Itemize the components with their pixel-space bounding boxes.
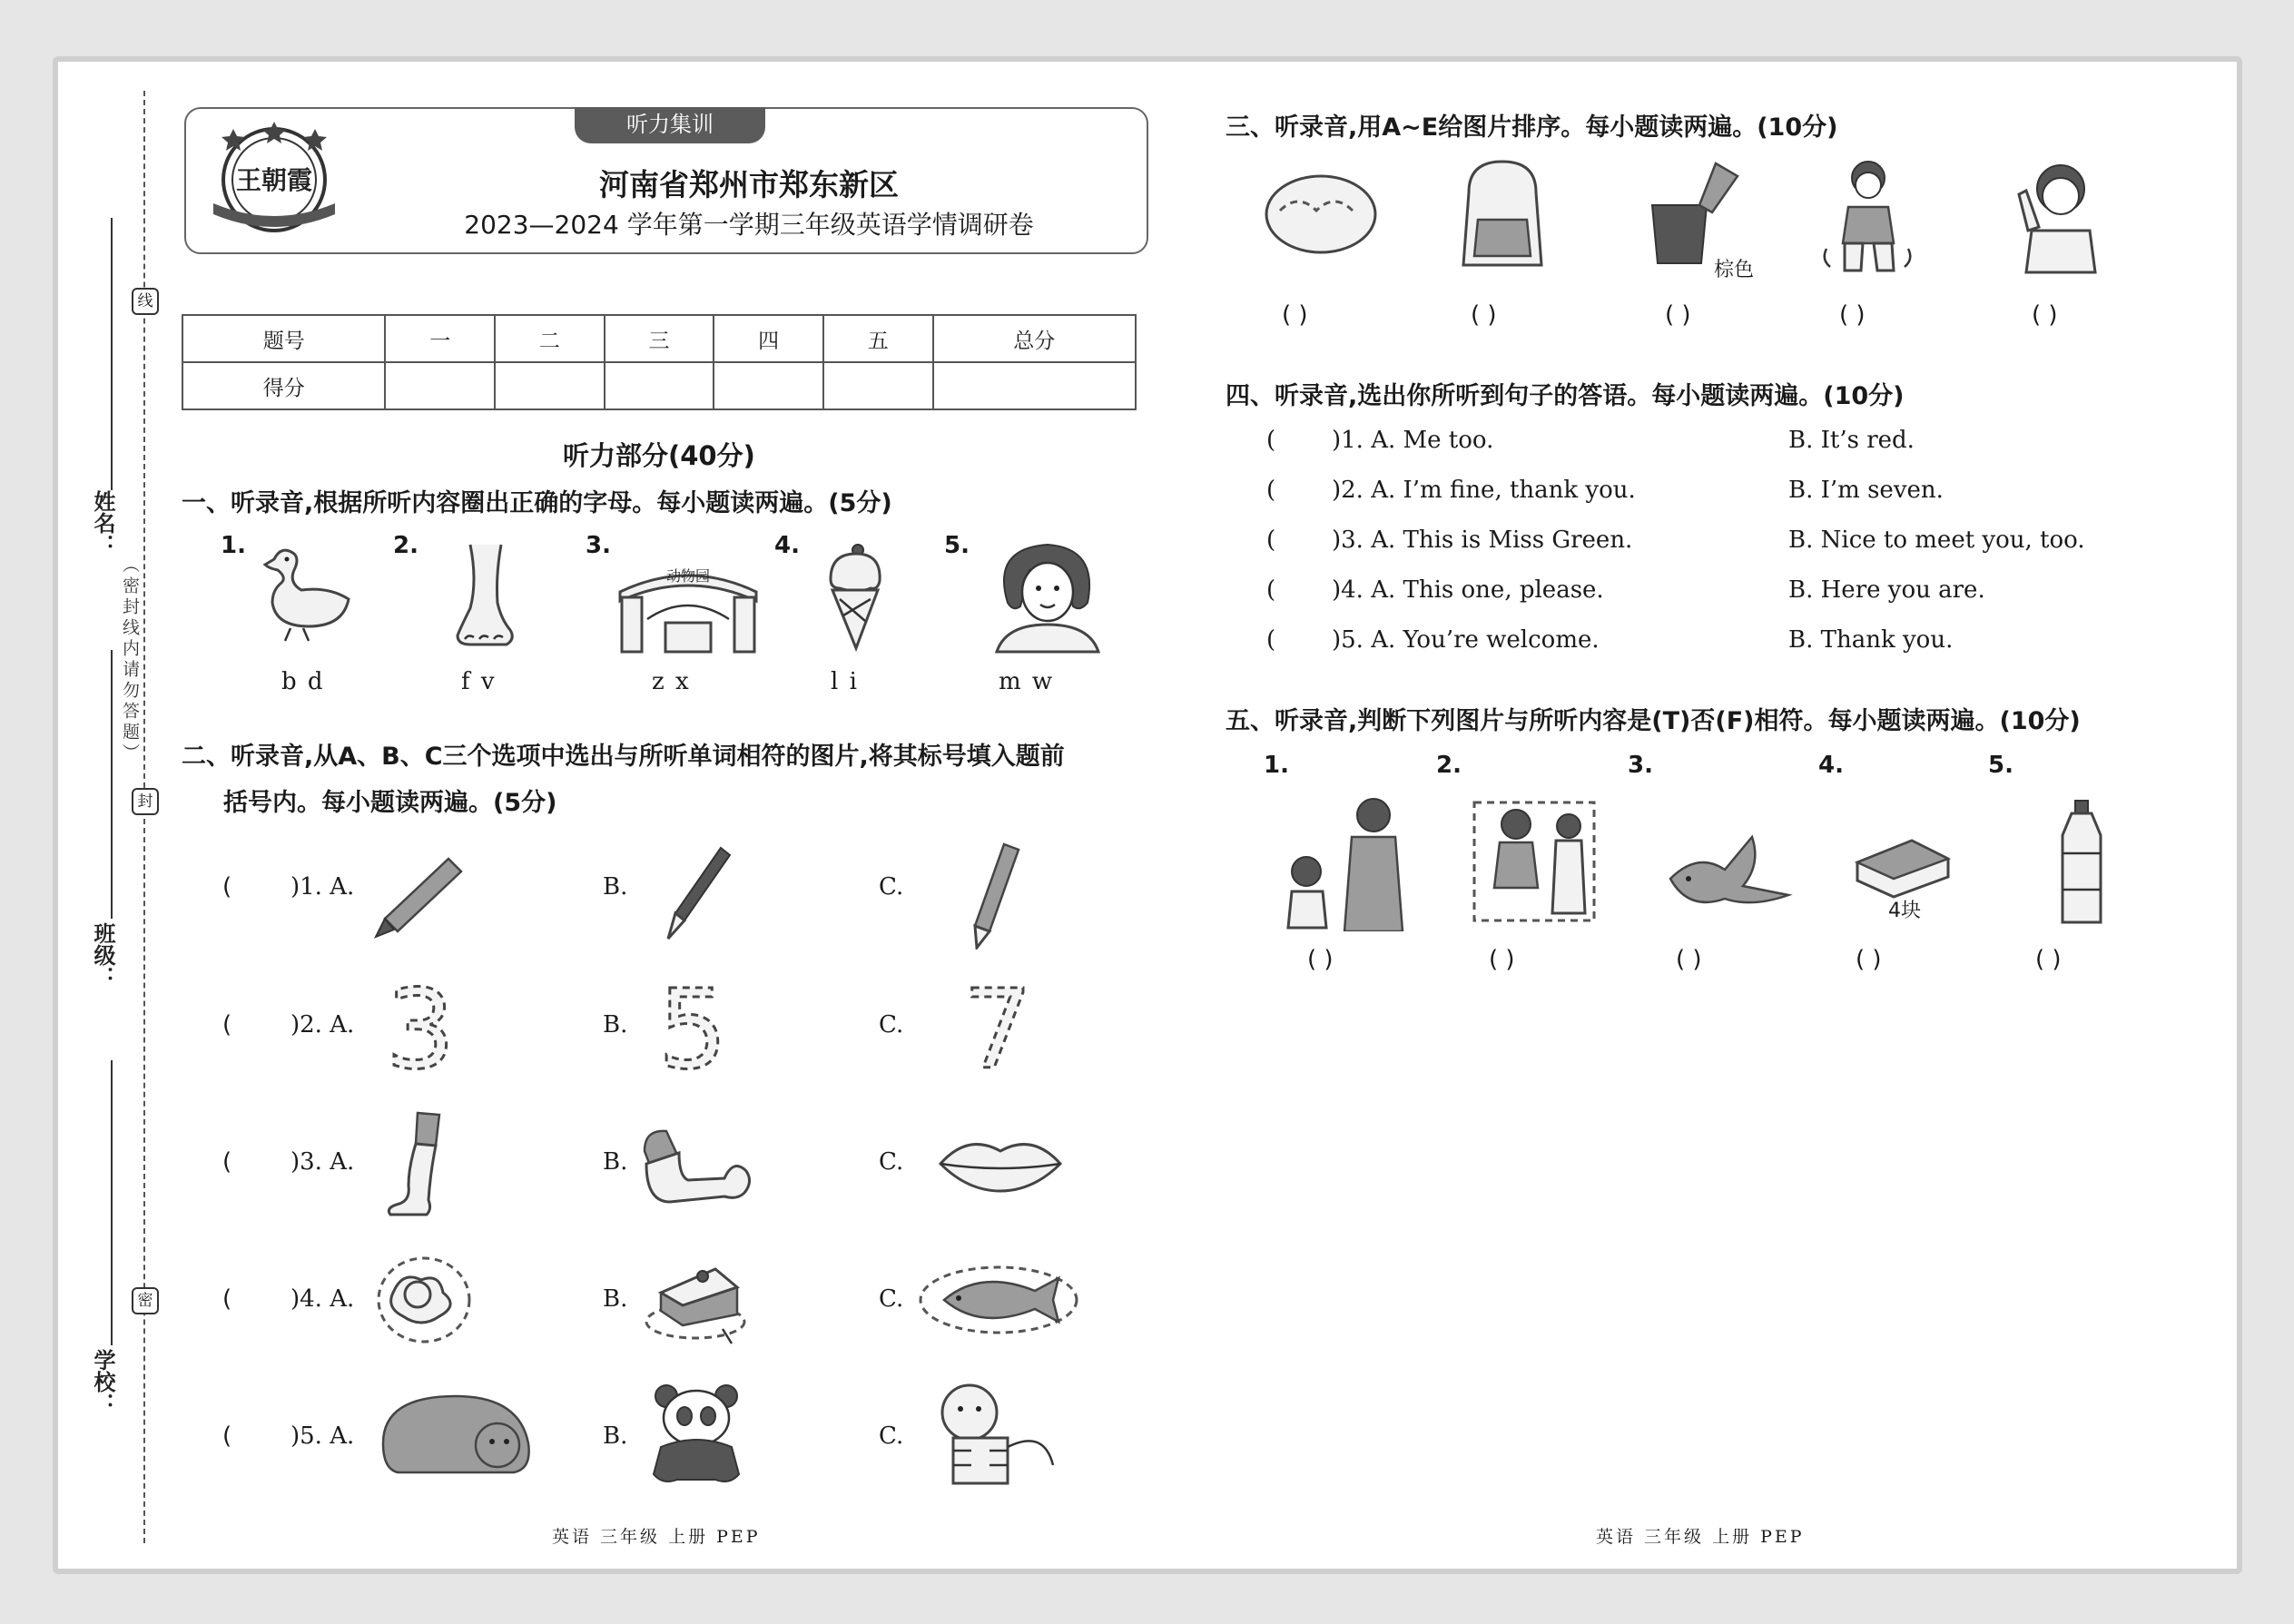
- s5-answer-blank-1[interactable]: ( ): [1307, 946, 1334, 973]
- seal-mark-mi: 密: [132, 1287, 159, 1314]
- schoolbag-icon: [1452, 156, 1552, 278]
- score-cell[interactable]: [605, 362, 714, 409]
- score-cell[interactable]: [495, 362, 605, 409]
- egg-icon: [374, 1255, 474, 1349]
- score-table-header-row: [182, 315, 1136, 362]
- s1-letters-5[interactable]: m w: [999, 668, 1055, 695]
- s2-row2-c: C.: [879, 1011, 904, 1038]
- exam-header: [184, 107, 1148, 254]
- s4-answer-blank-5[interactable]: (: [1266, 626, 1276, 654]
- score-cell[interactable]: [933, 362, 1136, 409]
- s4-option-b-4: B. Here you are.: [1788, 576, 1985, 604]
- class-field[interactable]: [111, 650, 113, 919]
- mother-icon: [988, 539, 1106, 657]
- section3-title: 三、听录音,用A~E给图片排序。每小题读两遍。(10分): [1226, 113, 1838, 142]
- s2-row3-label: )3. A.: [290, 1148, 355, 1176]
- s1-num-1: 1.: [221, 532, 246, 559]
- exam-title: 河南省郑州市郑东新区: [599, 167, 899, 202]
- eraser-price-label: 4块: [1888, 900, 1921, 922]
- s2-row4-b: B.: [603, 1285, 628, 1313]
- section1-title: 一、听录音,根据所听内容圈出正确的字母。每小题读两遍。(5分): [182, 489, 892, 517]
- s2-row1-c: C.: [879, 873, 904, 901]
- exam-subtitle: 2023—2024 学年第一学期三年级英语学情调研卷: [464, 210, 1034, 240]
- s5-answer-blank-2[interactable]: ( ): [1489, 946, 1515, 973]
- footer-right: 英语 三年级 上册 PEP: [1596, 1527, 1805, 1547]
- svg-text:王朝霞: 王朝霞: [235, 165, 313, 195]
- s1-letters-2[interactable]: f v: [461, 668, 497, 695]
- pen-icon: [652, 844, 743, 948]
- s2-answer-blank-4[interactable]: (: [222, 1285, 232, 1313]
- eraser-icon: [1852, 835, 1952, 902]
- s3-answer-blank-2[interactable]: ( ): [1471, 301, 1497, 329]
- s5-num-2: 2.: [1436, 752, 1462, 779]
- s4-option-a-5: )5. A. You’re welcome.: [1332, 626, 1600, 654]
- section2-title: 二、听录音,从A、B、C三个选项中选出与所听单词相符的图片,将其标号填入题前: [182, 743, 1065, 771]
- water-bottle-icon: [2059, 799, 2104, 930]
- zoo-label: 动物园: [665, 567, 711, 585]
- section4-title: 四、听录音,选出你所听到句子的答语。每小题读两遍。(10分): [1226, 382, 1905, 410]
- s4-option-a-4: )4. A. This one, please.: [1332, 576, 1604, 604]
- s2-row4-label: )4. A.: [290, 1285, 355, 1313]
- score-cell[interactable]: [385, 362, 495, 409]
- boy-and-man-icon: [1285, 795, 1430, 935]
- header-tag: 听力集训: [575, 107, 765, 143]
- name-field[interactable]: [111, 218, 113, 490]
- ice-cream-icon: [822, 543, 885, 655]
- cake-icon: [643, 1256, 752, 1351]
- s5-num-1: 1.: [1264, 752, 1289, 779]
- s1-letters-4[interactable]: l i: [831, 668, 859, 695]
- tiger-icon: [926, 1378, 1071, 1500]
- seal-note: （密封线内请勿答题）: [120, 556, 140, 764]
- score-table-header: 五: [823, 315, 933, 362]
- score-cell[interactable]: [714, 362, 823, 409]
- arm-icon: [637, 1124, 755, 1209]
- waving-boy-icon: [2004, 158, 2113, 280]
- score-table-header: 题号: [182, 315, 385, 362]
- s4-option-a-1: )1. A. Me too.: [1332, 427, 1494, 454]
- s4-answer-blank-4[interactable]: (: [1266, 576, 1276, 604]
- s2-answer-blank-3[interactable]: (: [222, 1148, 232, 1176]
- school-label: 学校：: [90, 1349, 115, 1414]
- s3-answer-blank-1[interactable]: ( ): [1282, 301, 1308, 329]
- paint-label: 棕色: [1714, 259, 1755, 281]
- bread-icon: [1262, 169, 1380, 263]
- number-three-icon: [379, 980, 461, 1084]
- s1-letters-3[interactable]: z x: [652, 668, 691, 695]
- publisher-logo: [206, 120, 342, 240]
- panda-icon: [646, 1380, 746, 1492]
- s1-num-2: 2.: [393, 532, 418, 559]
- s2-row4-c: C.: [879, 1285, 904, 1313]
- s2-row3-c: C.: [879, 1148, 904, 1176]
- s2-row1-label: )1. A.: [290, 873, 355, 901]
- s1-num-4: 4.: [774, 532, 800, 559]
- s4-option-b-1: B. It’s red.: [1788, 427, 1915, 454]
- number-five-icon: [652, 980, 733, 1084]
- s4-option-b-2: B. I’m seven.: [1788, 477, 1944, 504]
- fish-icon: [917, 1258, 1080, 1343]
- section2-title-cont: 括号内。每小题读两遍。(5分): [223, 789, 557, 817]
- mouth-icon: [937, 1133, 1064, 1200]
- s2-answer-blank-2[interactable]: (: [222, 1011, 232, 1038]
- number-five: 5: [657, 980, 728, 1080]
- s2-answer-blank-1[interactable]: (: [222, 873, 232, 901]
- school-field[interactable]: [111, 1060, 113, 1345]
- crayon-icon: [367, 848, 476, 942]
- s2-row3-b: B.: [603, 1148, 628, 1176]
- s5-num-4: 4.: [1818, 752, 1844, 779]
- s1-num-5: 5.: [944, 532, 970, 559]
- s2-answer-blank-5[interactable]: (: [222, 1422, 232, 1450]
- s5-answer-blank-5[interactable]: ( ): [2035, 946, 2062, 973]
- score-table-header: 一: [385, 315, 495, 362]
- score-table-header: 三: [605, 315, 714, 362]
- duck-icon: [254, 539, 363, 652]
- s1-num-3: 3.: [586, 532, 611, 559]
- zoo-gate-icon: [611, 556, 765, 659]
- footer-left: 英语 三年级 上册 PEP: [552, 1527, 761, 1547]
- s4-option-a-3: )3. A. This is Miss Green.: [1332, 527, 1633, 554]
- score-row-label: 得分: [182, 362, 385, 409]
- s3-answer-blank-3[interactable]: ( ): [1665, 301, 1691, 329]
- score-table-score-row: [182, 362, 1136, 409]
- s5-num-3: 3.: [1628, 752, 1653, 779]
- score-table-header: 总分: [933, 315, 1136, 362]
- score-table-header: 二: [495, 315, 605, 362]
- number-seven-icon: [957, 980, 1039, 1084]
- number-seven: 7: [962, 980, 1033, 1080]
- s2-row5-b: B.: [603, 1422, 628, 1450]
- foot-icon: [434, 541, 525, 654]
- s2-row5-c: C.: [879, 1422, 904, 1450]
- s4-option-a-2: )2. A. I’m fine, thank you.: [1332, 477, 1636, 504]
- s5-answer-blank-4[interactable]: ( ): [1856, 946, 1882, 973]
- s5-num-5: 5.: [1988, 752, 2013, 779]
- s4-option-b-3: B. Nice to meet you, too.: [1788, 527, 2085, 554]
- seal-mark-feng: 封: [132, 788, 159, 815]
- s5-answer-blank-3[interactable]: ( ): [1676, 946, 1702, 973]
- s4-option-b-5: B. Thank you.: [1788, 626, 1954, 654]
- s2-row2-label: )2. A.: [290, 1011, 355, 1038]
- bird-icon: [1661, 833, 1797, 928]
- s4-answer-blank-3[interactable]: (: [1266, 527, 1276, 554]
- seal-mark-xian: 线: [132, 288, 159, 315]
- listening-title: 听力部分(40分): [563, 440, 755, 471]
- section5-title: 五、听录音,判断下列图片与所听内容是(T)否(F)相符。每小题读两遍。(10分): [1226, 707, 2081, 735]
- bear-icon: [374, 1389, 537, 1483]
- s2-row1-b: B.: [603, 873, 628, 901]
- s3-answer-blank-5[interactable]: ( ): [2032, 301, 2058, 329]
- girl-boy-door-icon: [1471, 799, 1598, 930]
- dancing-boy-icon: [1817, 158, 1917, 280]
- pencil-icon: [962, 841, 1026, 953]
- s2-row5-label: )5. A.: [290, 1422, 355, 1450]
- score-table: [182, 314, 1137, 410]
- class-label: 班级：: [90, 922, 115, 988]
- s1-letters-1[interactable]: b d: [281, 668, 325, 695]
- s2-row2-b: B.: [603, 1011, 628, 1038]
- leg-icon: [381, 1111, 454, 1224]
- s3-answer-blank-4[interactable]: ( ): [1839, 301, 1866, 329]
- score-cell[interactable]: [823, 362, 933, 409]
- score-table-header: 四: [714, 315, 823, 362]
- s4-answer-blank-2[interactable]: (: [1266, 477, 1276, 504]
- number-three: 3: [385, 980, 456, 1080]
- name-label: 姓名：: [90, 490, 115, 556]
- s4-answer-blank-1[interactable]: (: [1266, 427, 1276, 454]
